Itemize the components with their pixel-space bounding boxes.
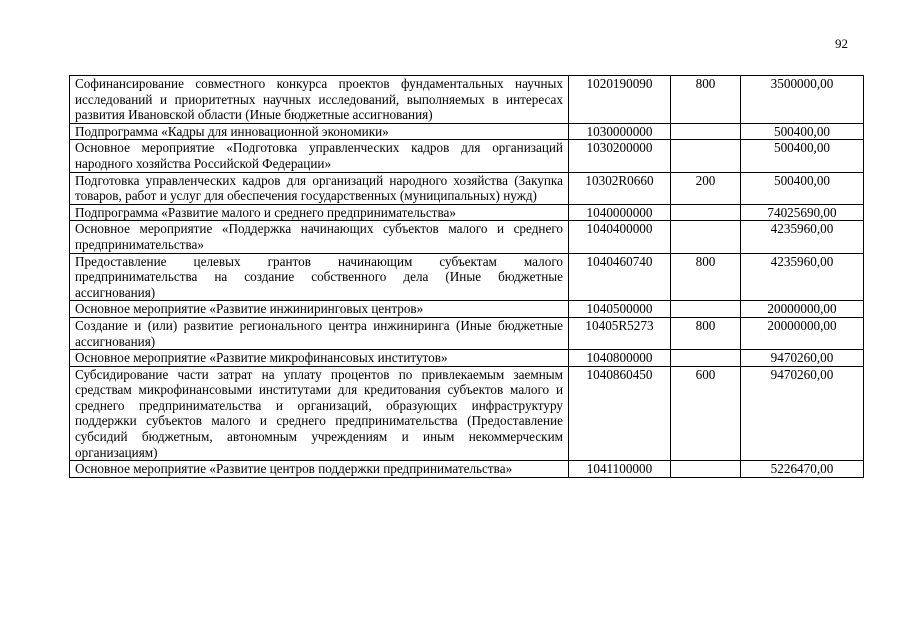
row-sum: 20000000,00 (741, 317, 864, 349)
row-sum: 500400,00 (741, 123, 864, 140)
table-row (70, 317, 864, 349)
row-sum: 4235960,00 (741, 221, 864, 253)
row-name: Подпрограмма «Кадры для инновационной экономики» (70, 123, 569, 140)
row-code: 10302R0660 (569, 172, 671, 204)
row-expense-type: 200 (671, 172, 741, 204)
row-expense-type (671, 221, 741, 253)
table-row (70, 366, 864, 461)
row-expense-type (671, 350, 741, 367)
row-expense-type (671, 123, 741, 140)
row-sum: 4235960,00 (741, 253, 864, 301)
row-code: 1040860450 (569, 366, 671, 461)
row-name: Субсидирование части затрат на уплату процентов по привлекаемым заемным средствам микрофинансовыми институтами для кредитования субъектов малого и среднего предпринимательства и организаций, образующих инфраструктуру поддержки субъектов малого и среднего предпринимательства (Предоставление субсидий бюджетным, автономным учреждениям и иным некоммерческим организациям) (70, 366, 569, 461)
table-row (70, 221, 864, 253)
row-expense-type: 800 (671, 317, 741, 349)
row-expense-type (671, 301, 741, 318)
row-expense-type: 600 (671, 366, 741, 461)
row-code: 1040000000 (569, 204, 671, 221)
table-row (70, 172, 864, 204)
row-expense-type (671, 140, 741, 172)
row-sum: 74025690,00 (741, 204, 864, 221)
row-name: Предоставление целевых грантов начинающим субъектам малого предпринимательства на создание собственного дела (Иные бюджетные ассигнования) (70, 253, 569, 301)
page-number: 92 (835, 36, 848, 51)
row-code: 1030000000 (569, 123, 671, 140)
row-sum: 3500000,00 (741, 76, 864, 124)
table-row (70, 204, 864, 221)
table-row (70, 461, 864, 478)
row-name: Основное мероприятие «Развитие инжиниринговых центров» (70, 301, 569, 318)
row-name: Создание и (или) развитие регионального центра инжиниринга (Иные бюджетные ассигнования) (70, 317, 569, 349)
row-name: Подпрограмма «Развитие малого и среднего предпринимательства» (70, 204, 569, 221)
row-code: 1040500000 (569, 301, 671, 318)
row-expense-type (671, 204, 741, 221)
row-code: 1040460740 (569, 253, 671, 301)
budget-table-body (70, 76, 864, 478)
table-row (70, 301, 864, 318)
row-name: Софинансирование совместного конкурса проектов фундаментальных научных исследований и приоритетных научных исследований, выполняемых в интересах развития Ивановской области (Иные бюджетные ассигнования) (70, 76, 569, 124)
row-expense-type: 800 (671, 253, 741, 301)
row-code: 1030200000 (569, 140, 671, 172)
row-name: Основное мероприятие «Развитие центров поддержки предпринимательства» (70, 461, 569, 478)
row-code: 1040400000 (569, 221, 671, 253)
table-row (70, 253, 864, 301)
row-expense-type (671, 461, 741, 478)
table-row (70, 350, 864, 367)
row-code: 10405R5273 (569, 317, 671, 349)
row-sum: 5226470,00 (741, 461, 864, 478)
row-sum: 9470260,00 (741, 366, 864, 461)
row-sum: 20000000,00 (741, 301, 864, 318)
table-row (70, 123, 864, 140)
row-code: 1041100000 (569, 461, 671, 478)
row-sum: 9470260,00 (741, 350, 864, 367)
row-name: Подготовка управленческих кадров для организаций народного хозяйства (Закупка товаров, работ и услуг для обеспечения государственных (муниципальных) нужд) (70, 172, 569, 204)
row-sum: 500400,00 (741, 140, 864, 172)
table-row (70, 140, 864, 172)
row-name: Основное мероприятие «Развитие микрофинансовых институтов» (70, 350, 569, 367)
row-expense-type: 800 (671, 76, 741, 124)
row-code: 1020190090 (569, 76, 671, 124)
budget-table (69, 75, 864, 478)
row-code: 1040800000 (569, 350, 671, 367)
row-name: Основное мероприятие «Поддержка начинающих субъектов малого и среднего предпринимательства» (70, 221, 569, 253)
row-sum: 500400,00 (741, 172, 864, 204)
table-row (70, 76, 864, 124)
row-name: Основное мероприятие «Подготовка управленческих кадров для организаций народного хозяйства Российской Федерации» (70, 140, 569, 172)
